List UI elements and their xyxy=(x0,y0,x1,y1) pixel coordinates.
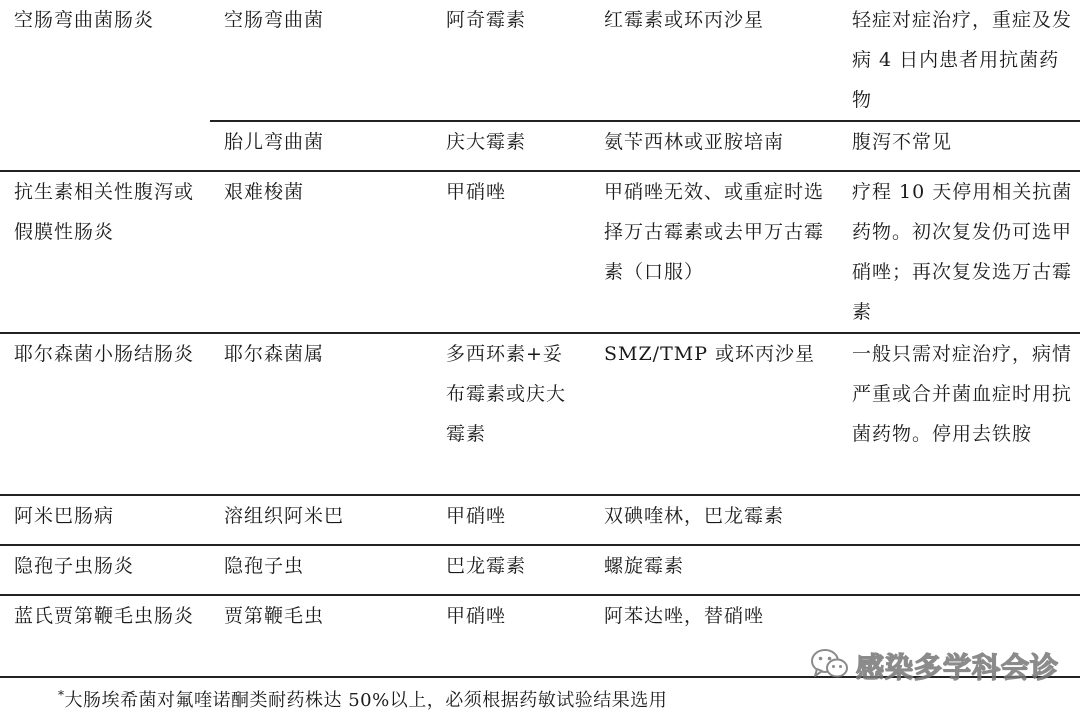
notes-cell: 一般只需对症治疗，病情严重或合并菌血症时用抗菌药物。停用去铁胺 xyxy=(838,333,1080,495)
disease-cell: 抗生素相关性腹泻或假膜性肠炎 xyxy=(0,171,210,333)
alternative-cell: 甲硝唑无效、或重症时选择万古霉素或去甲万古霉素（口服） xyxy=(590,171,838,333)
watermark xyxy=(810,646,1059,686)
notes-cell: 轻症对症治疗，重症及发病 4 日内患者用抗菌药物 xyxy=(852,9,1073,111)
alternative-cell: 氨苄西林或亚胺培南 xyxy=(590,121,838,171)
alternative-cell: SMZ/TMP 或环丙沙星 xyxy=(590,333,838,495)
first-choice-cell: 巴龙霉素 xyxy=(432,545,590,595)
pathogen-cell: 空肠弯曲菌 xyxy=(224,9,325,31)
pathogen-cell: 耶尔森菌属 xyxy=(210,333,432,495)
disease-cell: 隐孢子虫肠炎 xyxy=(0,545,210,595)
alternative-cell: 红霉素或环丙沙星 xyxy=(604,9,765,31)
alternative-cell: 阿苯达唑，替硝唑 xyxy=(590,595,838,677)
table-footnote xyxy=(58,686,667,712)
first-choice-cell: 甲硝唑 xyxy=(432,595,590,677)
alternative-cell: 双碘喹林，巴龙霉素 xyxy=(590,495,838,545)
first-choice-cell: 庆大霉素 xyxy=(432,121,590,171)
table-row xyxy=(0,333,1080,495)
notes-cell: 疗程 10 天停用相关抗菌药物。初次复发仍可选甲硝唑；再次复发选万古霉素 xyxy=(838,171,1080,333)
pathogen-cell: 隐孢子虫 xyxy=(210,545,432,595)
pathogen-cell: 贾第鞭毛虫 xyxy=(210,595,432,677)
table-row xyxy=(0,0,1080,121)
notes-cell: 腹泻不常见 xyxy=(838,121,1080,171)
watermark-text: 感染多学科会诊 xyxy=(856,651,1060,684)
pathogen-cell: 艰难梭菌 xyxy=(210,171,432,333)
first-choice-cell: 多西环素+妥布霉素或庆大霉素 xyxy=(432,333,590,495)
first-choice-cell: 甲硝唑 xyxy=(432,495,590,545)
alternative-cell: 螺旋霉素 xyxy=(590,545,838,595)
disease-cell: 耶尔森菌小肠结肠炎 xyxy=(0,333,210,495)
footnote-mark: * xyxy=(58,688,65,702)
footnote-text: 大肠埃希菌对氟喹诺酮类耐药株达 50%以上，必须根据药敏试验结果选用 xyxy=(64,690,668,711)
notes-cell xyxy=(838,545,1080,595)
table-row xyxy=(0,545,1080,595)
table-row xyxy=(0,495,1080,545)
disease-cell: 蓝氏贾第鞭毛虫肠炎 xyxy=(0,595,210,677)
first-choice-cell: 甲硝唑 xyxy=(432,171,590,333)
disease-cell: 空肠弯曲菌肠炎 xyxy=(0,0,210,171)
pathogen-cell: 溶组织阿米巴 xyxy=(210,495,432,545)
first-choice-cell: 阿奇霉素 xyxy=(446,9,527,31)
table-row xyxy=(0,171,1080,333)
disease-cell: 阿米巴肠病 xyxy=(0,495,210,545)
wechat-icon xyxy=(810,647,850,685)
notes-cell xyxy=(838,495,1080,545)
pathogen-cell: 胎儿弯曲菌 xyxy=(210,121,432,171)
